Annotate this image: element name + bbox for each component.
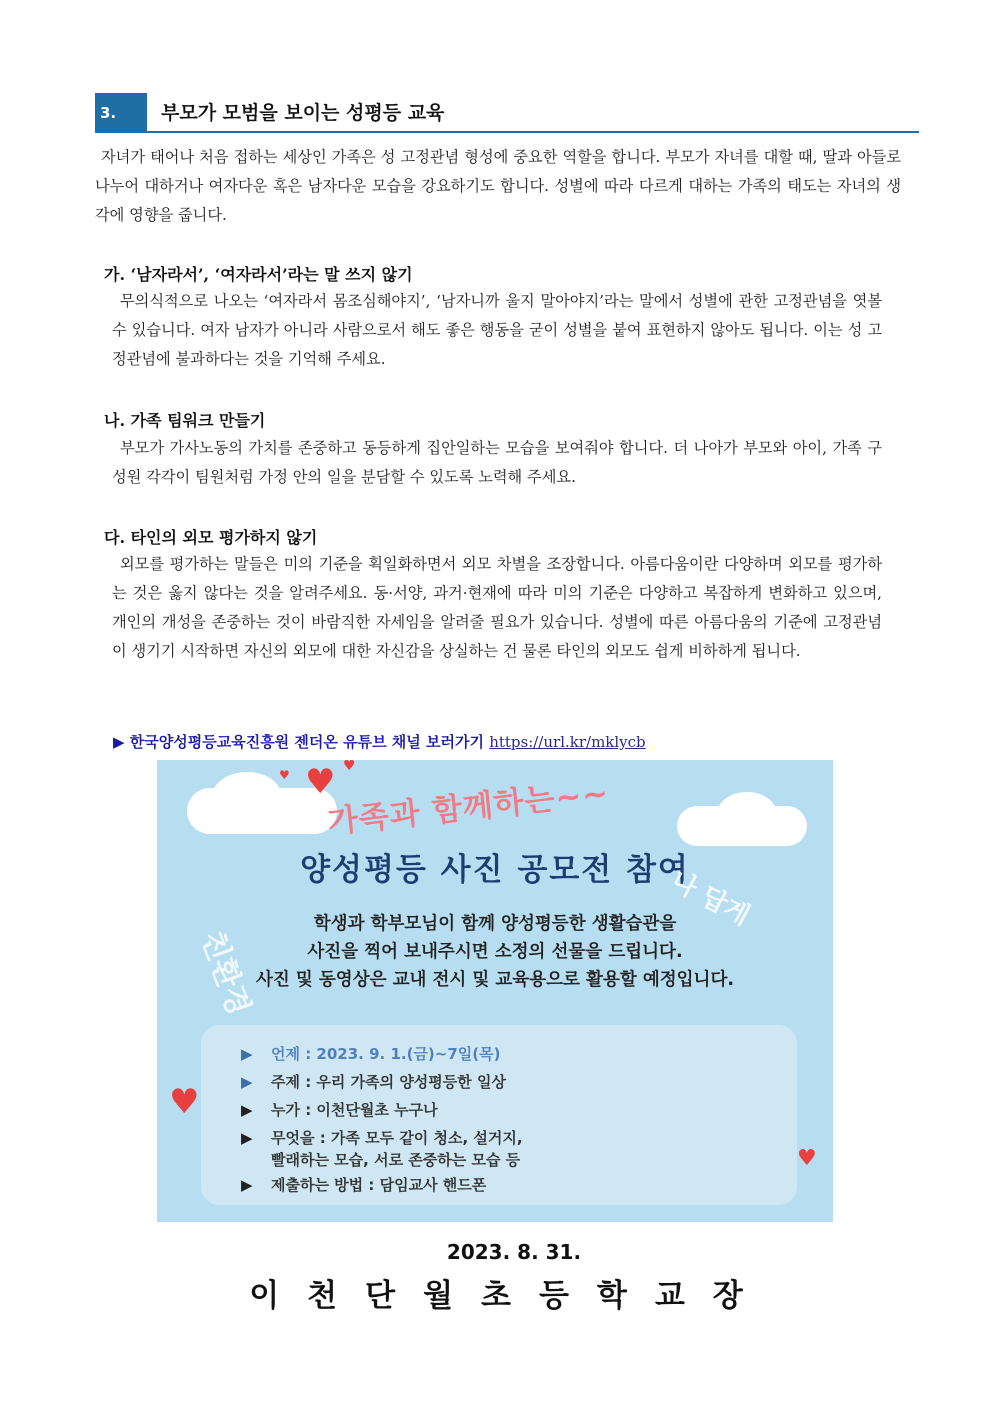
info-text: 누가 : 이천단월초 누구나 (271, 1101, 438, 1119)
arrow-icon: ▶ (241, 1045, 253, 1063)
info-row (241, 1096, 523, 1124)
poster-title: 양성평등 사진 공모전 참여 (300, 852, 690, 888)
arrow-icon: ▶ (241, 1176, 253, 1194)
arrow-icon: ▶ (113, 733, 125, 751)
poster-description (157, 910, 833, 994)
info-row (241, 1040, 523, 1068)
subsection-body-da: 외모를 평가하는 말들은 미의 기준을 획일화하면서 외모 차별을 조장합니다. 아름다움이란 다양하며 외모를 평가하는 것은 옳지 않다는 것을 알려주세요. 동·서양, 과거·현재에 따라 미의 기준은 다양하고 복잡하게 변화하고 있으며, 개인의 개성을 존중하는 것이 바람직한 자세임을 알려줄 필요가 있습니다. 성별에 따른 아름다움의 기준에 고정관념이 생기기 시작하면 자신의 외모에 대한 자신감을 상실하는 건 물론 타인의 외모도 쉽게 비하하게 됩니다. (112, 555, 882, 660)
info-text: 제출하는 방법 : 담임교사 핸드폰 (271, 1176, 487, 1194)
info-row (241, 1171, 523, 1199)
youtube-link-line (113, 731, 646, 752)
subsection-body-na: 부모가 가사노동의 가치를 존중하고 동등하게 집안일하는 모습을 보여줘야 합니다. 더 나아가 부모와 아이, 가족 구성원 각각이 팀원처럼 가정 안의 일을 분담할 수 있도록 노력해 주세요. (112, 439, 882, 486)
arrow-icon: ▶ (241, 1073, 253, 1091)
heart-icon: ♥ (305, 762, 336, 802)
info-text: 빨래하는 모습, 서로 존중하는 모습 등 (271, 1151, 521, 1169)
subsection-body-ga: 무의식적으로 나오는 ‘여자라서 몸조심해야지’, ‘남자니까 울지 말아야지’라는 말에서 성별에 관한 고정관념을 엿볼 수 있습니다. 여자 남자가 아니라 사람으로서 해도 좋은 행동을 굳이 성별을 붙여 표현하지 않아도 됩니다. 이는 성 고정관념에 불과하다는 것을 기억해 주세요. (112, 292, 882, 368)
info-row (241, 1149, 523, 1171)
document-date: 2023. 8. 31. (446, 1240, 582, 1264)
cloud-shape (717, 792, 777, 836)
section-header (95, 93, 919, 133)
poster-line: 학생과 학부모님이 함께 양성평등한 생활습관을 (313, 914, 677, 934)
school-signature: 이천단월초등학교장 (249, 1278, 771, 1314)
intro-paragraph: 자녀가 태어나 처음 접하는 세상인 가족은 성 고정관념 형성에 중요한 역할을 합니다. 부모가 자녀를 대할 때, 딸과 아들로 나누어 대하거나 여자다운 혹은 남자다운 모습을 강요하기도 합니다. 성별에 따라 다르게 대하는 가족의 태도는 자녀의 생각에 영향을 줍니다. (95, 148, 901, 224)
heart-icon: ♥ (279, 768, 290, 782)
poster-subtitle: 가족과 함께하는~~ (326, 775, 611, 841)
poster-deco-left: 친환경 (193, 926, 257, 1021)
heart-icon: ♥ (797, 1146, 817, 1171)
subsection-heading-da: 다. 타인의 외모 평가하지 않기 (104, 528, 318, 547)
heart-icon: ♥ (169, 1082, 200, 1122)
link-label: 한국양성평등교육진흥원 젠더온 유튜브 채널 보러가기 (129, 733, 484, 751)
section-number: 3. (95, 93, 147, 131)
cloud-shape (212, 772, 282, 822)
subsection-heading-ga: 가. ‘남자라서’, ‘여자라서’라는 말 쓰지 않기 (104, 265, 413, 284)
info-row (241, 1068, 523, 1096)
arrow-icon (241, 1149, 271, 1171)
subsection-heading-na: 나. 가족 팀워크 만들기 (104, 411, 266, 430)
arrow-icon: ▶ (241, 1129, 253, 1147)
info-text: 무엇을 : 가족 모두 같이 청소, 설거지, (271, 1129, 523, 1147)
info-text: 주제 : 우리 가족의 양성평등한 일상 (271, 1073, 506, 1091)
poster-deco-right: 나 답게 (665, 865, 755, 932)
info-row (241, 1127, 523, 1149)
info-list (241, 1040, 523, 1199)
section-title: 부모가 모범을 보이는 성평등 교육 (161, 102, 445, 124)
heart-icon: ♥ (343, 760, 356, 774)
arrow-icon: ▶ (241, 1101, 253, 1119)
poster-line: 사진을 찍어 보내주시면 소정의 선물을 드립니다. (307, 942, 683, 962)
youtube-link[interactable]: https://url.kr/mklycb (489, 733, 646, 751)
poster-line: 사진 및 동영상은 교내 전시 및 교육용으로 활용할 예정입니다. (255, 970, 734, 990)
info-text: 언제 : 2023. 9. 1.(금)~7일(목) (271, 1045, 501, 1063)
contest-poster (157, 760, 833, 1222)
